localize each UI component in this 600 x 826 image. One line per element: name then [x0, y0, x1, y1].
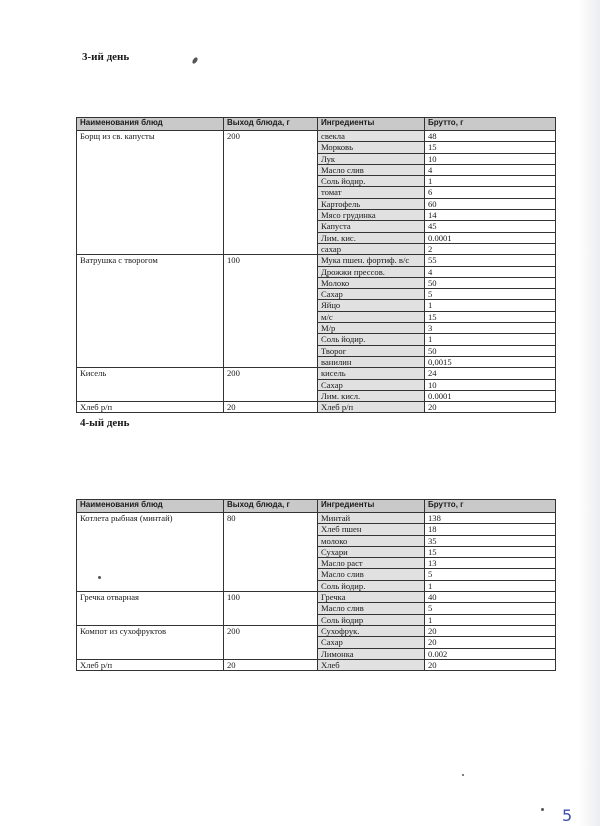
ingredient-brutto: 20: [425, 659, 556, 670]
ingredient-name: Лук: [318, 153, 425, 164]
ingredient-name: сахар: [318, 243, 425, 254]
ingredient-name: Картофель: [318, 198, 425, 209]
ingredient-name: Яйцо: [318, 300, 425, 311]
dish-output: 20: [224, 659, 318, 670]
ingredient-brutto: 15: [425, 311, 556, 322]
day3-menu-table: [76, 117, 556, 413]
ingredient-brutto: 5: [425, 603, 556, 614]
dish-output: 200: [224, 368, 318, 402]
scan-speck: [541, 808, 544, 811]
ingredient-name: Дрожжи прессов.: [318, 266, 425, 277]
ingredient-name: Минтай: [318, 513, 425, 524]
header-dish: Наименования блюд: [77, 500, 224, 513]
ingredient-name: Масло раст: [318, 558, 425, 569]
ingredient-brutto: 14: [425, 210, 556, 221]
dish-name: Котлета рыбная (минтай): [77, 513, 224, 592]
header-brutto: Брутто, г: [425, 500, 556, 513]
ingredient-name: Хлеб р/п: [318, 402, 425, 413]
ingredient-brutto: 1: [425, 176, 556, 187]
ingredient-name: ванилин: [318, 356, 425, 367]
ingredient-brutto: 20: [425, 625, 556, 636]
dish-output: 80: [224, 513, 318, 592]
ingredient-brutto: 35: [425, 535, 556, 546]
day3-title: 3-ий день: [82, 51, 130, 63]
dish-output: 100: [224, 255, 318, 368]
header-row: [77, 500, 556, 513]
ingredient-brutto: 0,0015: [425, 356, 556, 367]
ingredient-brutto: 20: [425, 402, 556, 413]
ingredient-name: м/с: [318, 311, 425, 322]
page-shadow: [578, 0, 600, 826]
ingredient-brutto: 45: [425, 221, 556, 232]
ingredient-name: Гречка: [318, 592, 425, 603]
header-brutto: Брутто, г: [425, 118, 556, 131]
header-ingredients: Ингредиенты: [318, 118, 425, 131]
ingredient-brutto: 1: [425, 614, 556, 625]
ingredient-brutto: 50: [425, 345, 556, 356]
ingredient-brutto: 20: [425, 637, 556, 648]
ingredient-name: Хлеб: [318, 659, 425, 670]
ingredient-name: Соль йодир.: [318, 334, 425, 345]
ingredient-brutto: 0.0001: [425, 232, 556, 243]
ingredient-brutto: 55: [425, 255, 556, 266]
ingredient-name: молоко: [318, 535, 425, 546]
ingredient-brutto: 15: [425, 142, 556, 153]
ingredient-name: Лим. кис.: [318, 232, 425, 243]
ingredient-name: Молоко: [318, 277, 425, 288]
ingredient-name: томат: [318, 187, 425, 198]
ingredient-name: Масло слив: [318, 569, 425, 580]
table-row: [77, 255, 556, 266]
dish-name: Хлеб р/п: [77, 659, 224, 670]
table-row: [77, 625, 556, 636]
ingredient-brutto: 10: [425, 153, 556, 164]
dish-output: 20: [224, 402, 318, 413]
ingredient-name: Соль йодир.: [318, 176, 425, 187]
ingredient-name: Сухофрук.: [318, 625, 425, 636]
ingredient-name: Лим. кисл.: [318, 390, 425, 401]
ingredient-brutto: 0.0001: [425, 390, 556, 401]
ingredient-name: Масло слив: [318, 164, 425, 175]
table-row: [77, 402, 556, 413]
header-dish: Наименования блюд: [77, 118, 224, 131]
ingredient-name: Мясо грудинка: [318, 210, 425, 221]
ingredient-name: Хлеб пшен: [318, 524, 425, 535]
ingredient-brutto: 138: [425, 513, 556, 524]
ingredient-name: Сахар: [318, 379, 425, 390]
ingredient-name: Сухари: [318, 546, 425, 557]
ingredient-brutto: 5: [425, 289, 556, 300]
ingredient-brutto: 48: [425, 131, 556, 142]
ingredient-name: Соль йодир.: [318, 580, 425, 591]
ingredient-brutto: 4: [425, 266, 556, 277]
ingredient-name: Мука пшен. фортиф. в/с: [318, 255, 425, 266]
ingredient-brutto: 1: [425, 334, 556, 345]
table-row: [77, 368, 556, 379]
ingredient-brutto: 50: [425, 277, 556, 288]
header-output: Выход блюда, г: [224, 500, 318, 513]
ingredient-name: кисель: [318, 368, 425, 379]
ingredient-brutto: 6: [425, 187, 556, 198]
dish-name: Гречка отварная: [77, 592, 224, 626]
ingredient-brutto: 1: [425, 300, 556, 311]
ingredient-name: Масло слив: [318, 603, 425, 614]
ingredient-brutto: 2: [425, 243, 556, 254]
ingredient-brutto: 15: [425, 546, 556, 557]
ingredient-brutto: 0.002: [425, 648, 556, 659]
table-row: [77, 592, 556, 603]
handwritten-page-number: 5: [562, 806, 573, 825]
ingredient-brutto: 1: [425, 580, 556, 591]
scan-speck: [191, 56, 198, 64]
ingredient-brutto: 13: [425, 558, 556, 569]
day4-menu-table: [76, 499, 556, 671]
ingredient-name: Творог: [318, 345, 425, 356]
ingredient-brutto: 18: [425, 524, 556, 535]
ingredient-brutto: 5: [425, 569, 556, 580]
ingredient-name: Сахар: [318, 637, 425, 648]
table-row: [77, 659, 556, 670]
ingredient-name: Сахар: [318, 289, 425, 300]
dish-output: 200: [224, 131, 318, 255]
ingredient-name: Соль йодир: [318, 614, 425, 625]
scan-speck: [462, 774, 464, 776]
ingredient-brutto: 24: [425, 368, 556, 379]
ingredient-name: Морковь: [318, 142, 425, 153]
ingredient-name: М/р: [318, 323, 425, 334]
dish-name: Борщ из св. капусты: [77, 131, 224, 255]
table-row: [77, 513, 556, 524]
header-output: Выход блюда, г: [224, 118, 318, 131]
dish-name: Кисель: [77, 368, 224, 402]
ingredient-name: свекла: [318, 131, 425, 142]
ingredient-name: Лимонка: [318, 648, 425, 659]
dish-name: Компот из сухофруктов: [77, 625, 224, 659]
ingredient-brutto: 4: [425, 164, 556, 175]
ingredient-brutto: 60: [425, 198, 556, 209]
table-row: [77, 131, 556, 142]
ingredient-brutto: 3: [425, 323, 556, 334]
ingredient-brutto: 40: [425, 592, 556, 603]
ingredient-brutto: 10: [425, 379, 556, 390]
dish-name: Ватрушка с творогом: [77, 255, 224, 368]
day4-title: 4-ый день: [80, 417, 130, 429]
ingredient-name: Капуста: [318, 221, 425, 232]
header-ingredients: Ингредиенты: [318, 500, 425, 513]
scan-speck: [98, 576, 101, 579]
dish-output: 100: [224, 592, 318, 626]
header-row: [77, 118, 556, 131]
dish-name: Хлеб р/п: [77, 402, 224, 413]
dish-output: 200: [224, 625, 318, 659]
